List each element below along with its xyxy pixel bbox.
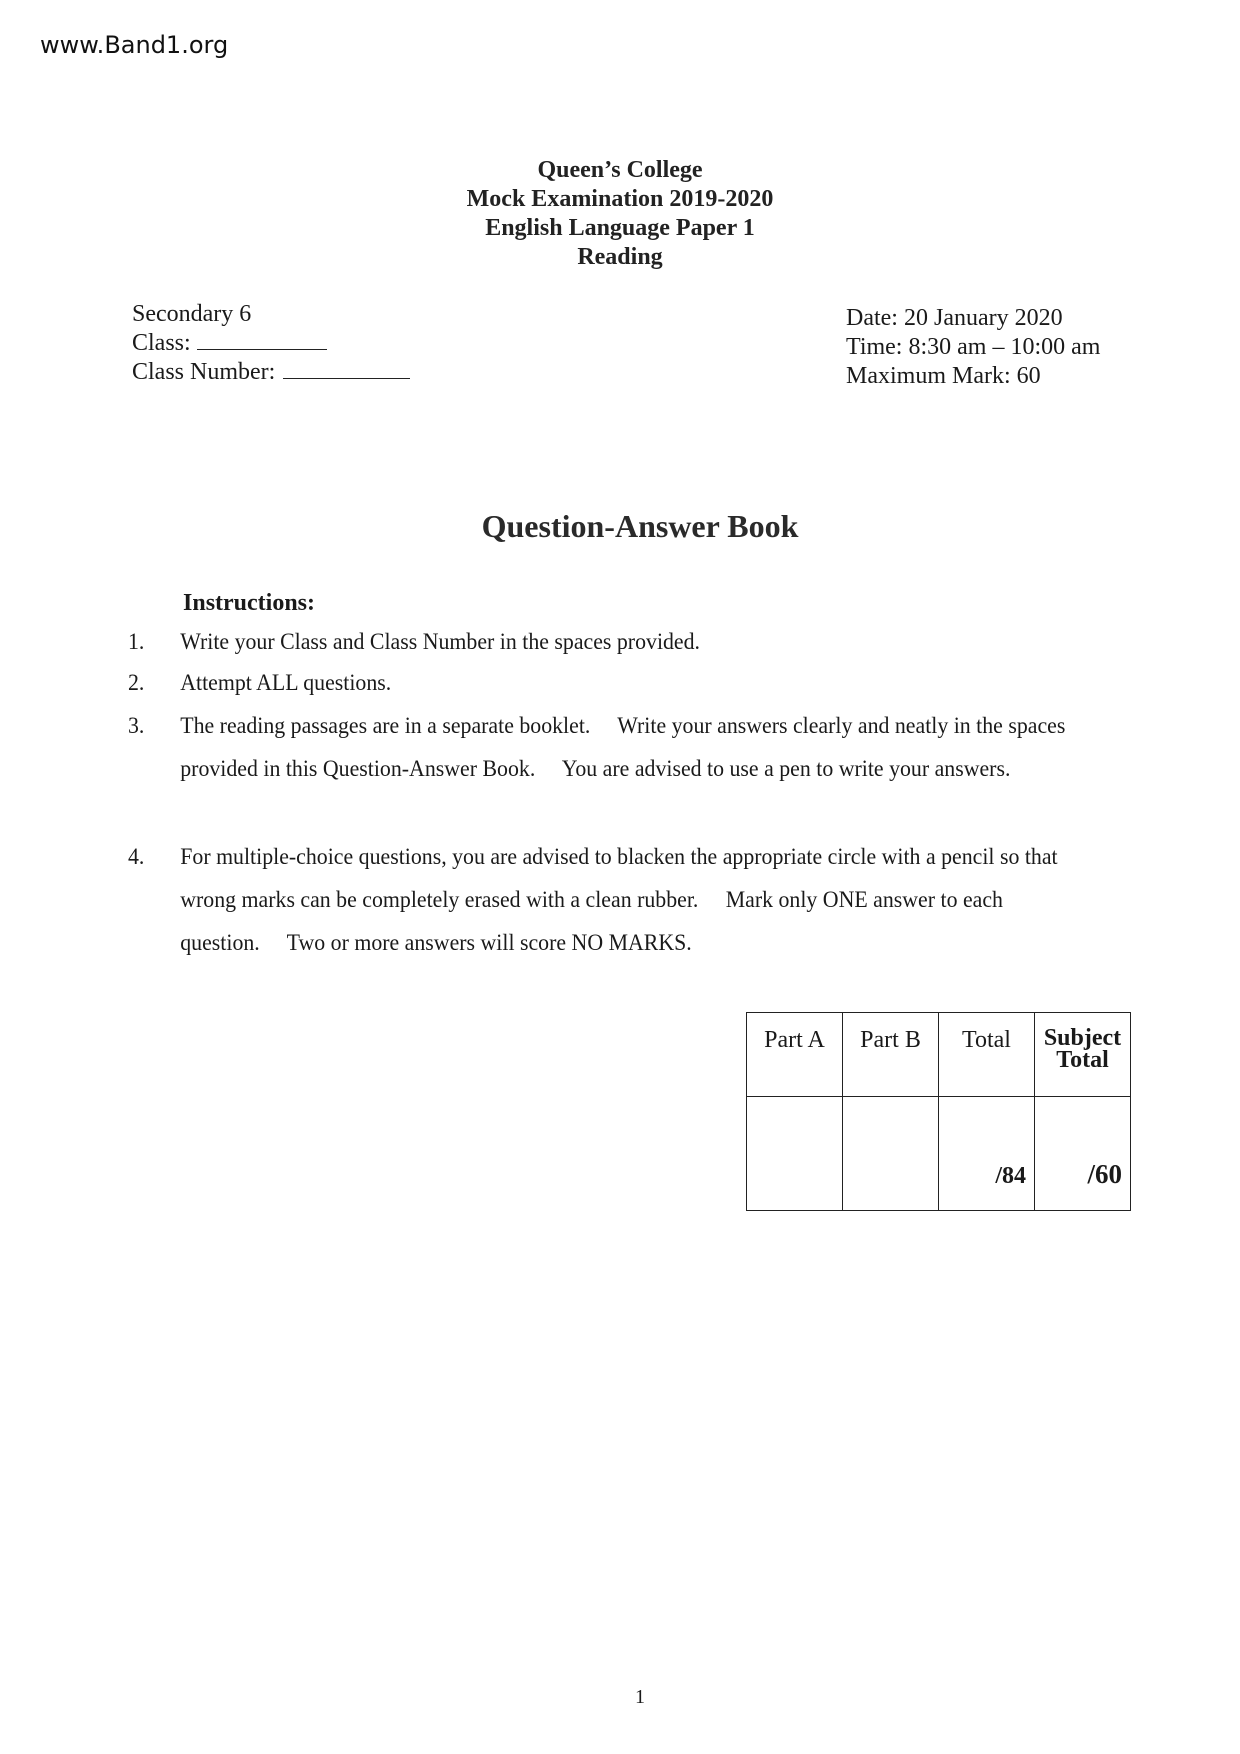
marks-table [746,1012,1131,1211]
instruction-item [128,620,1078,663]
class-number-label: Class Number: [132,359,276,385]
instruction-number: 3. [128,713,145,738]
exam-date: Date: 20 January 2020 [846,305,1063,331]
instruction-number: 4. [128,844,145,869]
level: Secondary 6 [132,301,252,327]
header-part-b: Part B [843,1013,939,1097]
subject-total-score[interactable]: /60 [1035,1097,1131,1211]
header-subject-total [1035,1013,1131,1097]
exam-header [0,156,1240,272]
section-name: Reading [577,244,663,270]
book-title: Question-Answer Book [481,508,799,544]
instruction-number: 2. [128,670,145,695]
header-subject-line1: Subject [1043,1025,1122,1051]
max-mark: Maximum Mark: 60 [846,363,1041,389]
instruction-text: The reading passages are in a separate booklet. Write your answers clearly and neatly in the spaces provided in this Question-Answer Book. You are advised to use a pen to write your answers. [180,713,1066,781]
instruction-item [128,704,1078,790]
instructions-heading: Instructions: [183,590,316,616]
instruction-text: Attempt ALL questions. [180,670,392,695]
page-number: 1 [635,1686,645,1708]
header-part-a: Part A [747,1013,843,1097]
header-subject-line2: Total [1056,1047,1109,1073]
class-number-field[interactable] [283,358,410,379]
paper-name: English Language Paper 1 [485,215,755,241]
exam-time: Time: 8:30 am – 10:00 am [846,334,1101,360]
exam-name: Mock Examination 2019-2020 [466,186,774,212]
class-label: Class: [132,330,191,356]
part-b-score[interactable] [843,1097,939,1211]
total-score[interactable]: /84 [939,1097,1035,1211]
instruction-item [128,661,1078,704]
part-a-score[interactable] [747,1097,843,1211]
watermark: www.Band1.org [40,31,229,59]
school-name: Queen’s College [537,157,703,183]
student-info [132,300,410,387]
instruction-number: 1. [128,629,145,654]
header-total: Total [939,1013,1035,1097]
instruction-text: For multiple-choice questions, you are advised to blacken the appropriate circle with a pencil so that wrong marks can be completely erased with a clean rubber. Mark only ONE answer to each question. Two or more answers will score NO MARKS. [180,844,1058,955]
class-field[interactable] [197,329,327,350]
instruction-text: Write your Class and Class Number in the spaces provided. [180,629,701,654]
exam-info [846,304,1100,391]
instruction-item [128,835,1078,964]
